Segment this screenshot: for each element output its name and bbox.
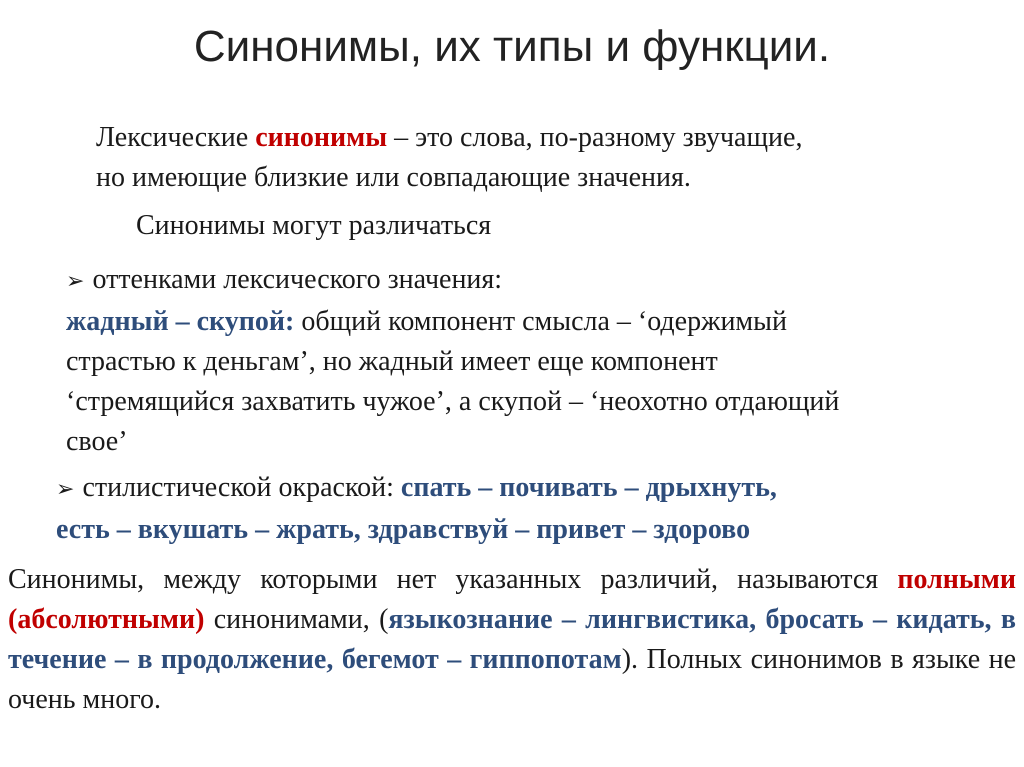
definition-text-start: Лексические xyxy=(96,122,256,153)
bullet-2-examples-1: спать – почивать – дрыхнуть, xyxy=(400,472,777,503)
definition-line-2: но имеющие близкие или совпадающие значения. xyxy=(96,162,691,193)
conclusion-term: полными (абсолютными) xyxy=(8,564,1016,635)
definition-line-1 xyxy=(96,118,802,158)
bullet-1-example: жадный – скупой: xyxy=(66,306,295,337)
bullet-1-heading xyxy=(66,260,502,302)
bullet-1-text-1: общий компонент смысла – ‘одержимый xyxy=(294,306,787,337)
definition-term: синонимы xyxy=(255,122,388,153)
conclusion-text-mid: синонимами, ( xyxy=(204,604,389,635)
definition-text-end: – это слова, по-разному звучащие, xyxy=(387,122,803,153)
bullet-1-line-3: ‘стремящийся захватить чужое’, а скупой – ‘неохотно отдающий xyxy=(66,386,840,417)
slide-title: Синонимы, их типы и функции. xyxy=(193,22,831,71)
intro-text: Синонимы могут различаться xyxy=(136,210,492,241)
conclusion-examples: языкознание – лингвистика, бросать – кидать, в течение – в продолжение, бегемот – гиппопотам xyxy=(8,604,1016,675)
bullet-1-line-2: страстью к деньгам’, но жадный имеет еще компонент xyxy=(66,346,718,377)
bullet-2-heading xyxy=(56,468,777,510)
bullet-2-line-2 xyxy=(56,510,750,550)
conclusion-paragraph xyxy=(8,560,1016,720)
conclusion-text-start: Синонимы, между которыми нет указанных различий, называются xyxy=(8,564,898,595)
bullet-1-label: оттенками лексического значения: xyxy=(92,264,503,295)
bullet-2-examples-2: есть – вкушать – жрать, здравствуй – привет – здорово xyxy=(56,514,751,545)
bullet-1-line-4: свое’ xyxy=(66,426,128,457)
arrow-bullet-icon: ➢ xyxy=(56,477,75,502)
bullet-2-label: стилистической окраской: xyxy=(82,472,401,503)
bullet-1-line-1 xyxy=(66,302,787,342)
conclusion-text-end: ). Полных синонимов в языке не очень много. xyxy=(8,644,1016,715)
arrow-bullet-icon: ➢ xyxy=(66,269,85,294)
